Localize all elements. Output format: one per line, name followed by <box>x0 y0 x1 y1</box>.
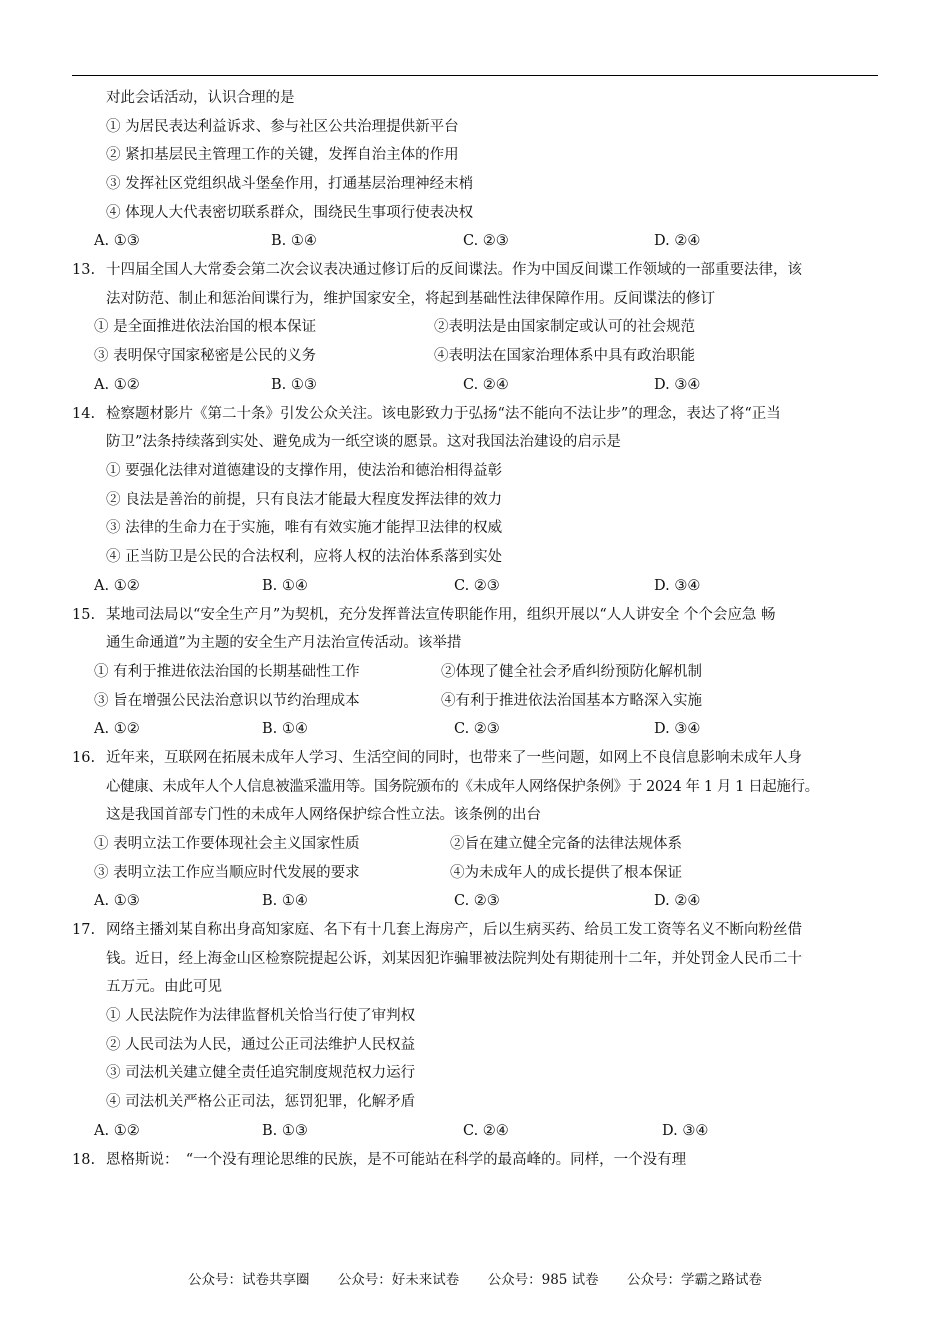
q12-statement-3: ③ 发挥社区党组织战斗堡垒作用，打通基层治理神经末梢 <box>106 176 474 192</box>
q13-statement-2: ②表明法是由国家制定或认可的社会规范 <box>434 319 695 335</box>
q15-statement-2: ②体现了健全社会矛盾纠纷预防化解机制 <box>441 664 702 680</box>
q14-choice-c: C. ②③ <box>454 578 500 594</box>
q17-stem-line-1: 网络主播刘某自称出身高知家庭、名下有十几套上海房产，后以生病买药、给员工发工资等名义不断向粉丝借 <box>106 922 802 938</box>
q17-choice-c: C. ②④ <box>463 1123 509 1139</box>
q12-statement-4: ④ 体现人大代表密切联系群众，围绕民生事项行使表决权 <box>106 205 474 221</box>
header-rule <box>72 75 878 76</box>
q16-choice-d: D. ②④ <box>654 893 701 909</box>
q15-choice-a: A. ①② <box>94 721 140 737</box>
q16-statement-2: ②旨在建立健全完备的法律法规体系 <box>450 836 682 852</box>
q13-stem-line-1: 十四届全国人大常委会第二次会议表决通过修订后的反间谍法。作为中国反间谍工作领域的一部重要法律，该 <box>106 262 802 278</box>
q15-stem-line-1: 某地司法局以“安全生产月”为契机，充分发挥普法宣传职能作用，组织开展以“人人讲安全 个个会应急 畅 <box>106 607 776 623</box>
q18-stem-line-1: 恩格斯说： “一个没有理论思维的民族，是不可能站在科学的最高峰的。同样，一个没有理 <box>106 1152 687 1168</box>
q14-stem-line-1: 检察题材影片《第二十条》引发公众关注。该电影致力于弘扬“法不能向不法让步”的理念，表达了将“正当 <box>106 406 781 422</box>
q16-statement-1: ① 表明立法工作要体现社会主义国家性质 <box>94 836 360 852</box>
q16-choice-c: C. ②③ <box>454 893 500 909</box>
footer-source-1: 公众号：试卷共享圈 <box>188 1272 310 1288</box>
q13-choice-a: A. ①② <box>94 377 140 393</box>
q15-statement-4: ④有利于推进依法治国基本方略深入实施 <box>441 693 702 709</box>
q14-choice-a: A. ①② <box>94 578 140 594</box>
q13-statement-4: ④表明法在国家治理体系中具有政治职能 <box>434 348 695 364</box>
q18-number: 18. <box>72 1152 96 1168</box>
q14-statement-2: ② 良法是善治的前提，只有良法才能最大程度发挥法律的效力 <box>106 492 503 508</box>
q12-statement-2: ② 紧扣基层民主管理工作的关键，发挥自治主体的作用 <box>106 147 459 163</box>
q12-choice-a: A. ①③ <box>94 233 140 249</box>
q14-stem-line-2: 防卫”法条持续落到实处、避免成为一纸空谈的愿景。这对我国法治建设的启示是 <box>106 434 621 450</box>
q14-choice-b: B. ①④ <box>262 578 308 594</box>
q17-statement-1: ① 人民法院作为法律监督机关恰当行使了审判权 <box>106 1008 416 1024</box>
q15-statement-3: ③ 旨在增强公民法治意识以节约治理成本 <box>94 693 360 709</box>
q14-choice-d: D. ③④ <box>654 578 701 594</box>
q17-number: 17. <box>72 922 96 938</box>
q13-choice-d: D. ③④ <box>654 377 701 393</box>
footer-source-4: 公众号：学霸之路试卷 <box>626 1272 762 1288</box>
q15-statement-1: ① 有利于推进依法治国的长期基础性工作 <box>94 664 360 680</box>
q17-choice-b: B. ①③ <box>262 1123 308 1139</box>
q12-stem-tail: 对此会话活动，认识合理的是 <box>106 90 295 106</box>
q13-statement-1: ① 是全面推进依法治国的根本保证 <box>94 319 317 335</box>
q13-choice-b: B. ①③ <box>271 377 317 393</box>
q12-choice-c: C. ②③ <box>463 233 509 249</box>
footer-source-3: 公众号：985 试卷 <box>487 1272 599 1288</box>
q16-statement-3: ③ 表明立法工作应当顺应时代发展的要求 <box>94 865 360 881</box>
q17-choice-d: D. ③④ <box>662 1123 709 1139</box>
q12-choice-d: D. ②④ <box>654 233 701 249</box>
q16-stem-line-2: 心健康、未成年人个人信息被滥采滥用等。国务院颁布的《未成年人网络保护条例》于 2024 年 1 月 1 日起施行。 <box>106 779 819 795</box>
q17-statement-3: ③ 司法机关建立健全责任追究制度规范权力运行 <box>106 1065 416 1081</box>
q17-stem-line-3: 五万元。由此可见 <box>106 979 222 995</box>
q15-choice-b: B. ①④ <box>262 721 308 737</box>
q17-statement-4: ④ 司法机关严格公正司法，惩罚犯罪，化解矛盾 <box>106 1094 416 1110</box>
q14-number: 14. <box>72 406 96 422</box>
page-footer <box>0 1268 950 1288</box>
q16-statement-4: ④为未成年人的成长提供了根本保证 <box>450 865 682 881</box>
q12-statement-1: ① 为居民表达利益诉求、参与社区公共治理提供新平台 <box>106 119 459 135</box>
q14-statement-4: ④ 正当防卫是公民的合法权利，应将人权的法治体系落到实处 <box>106 549 503 565</box>
q16-choice-a: A. ①③ <box>94 893 140 909</box>
q14-statement-3: ③ 法律的生命力在于实施，唯有有效实施才能捍卫法律的权威 <box>106 520 503 536</box>
q15-stem-line-2: 通生命通道”为主题的安全生产月法治宣传活动。该举措 <box>106 635 462 651</box>
q15-choice-c: C. ②③ <box>454 721 500 737</box>
q14-statement-1: ① 要强化法律对道德建设的支撑作用，使法治和德治相得益彰 <box>106 463 503 479</box>
q17-stem-line-2: 钱。近日，经上海金山区检察院提起公诉，刘某因犯诈骗罪被法院判处有期徒刑十二年，并处罚金人民币二十 <box>106 951 802 967</box>
footer-source-2: 公众号：好未来试卷 <box>337 1272 460 1288</box>
q13-stem-line-2: 法对防范、制止和惩治间谍行为，维护国家安全，将起到基础性法律保障作用。反间谍法的修订 <box>106 291 715 307</box>
q15-choice-d: D. ③④ <box>654 721 701 737</box>
q17-statement-2: ② 人民司法为人民，通过公正司法维护人民权益 <box>106 1037 416 1053</box>
q17-choice-a: A. ①② <box>94 1123 140 1139</box>
q12-choice-b: B. ①④ <box>271 233 317 249</box>
q16-stem-line-3: 这是我国首部专门性的未成年人网络保护综合性立法。该条例的出台 <box>106 807 541 823</box>
q16-number: 16. <box>72 750 96 766</box>
q13-statement-3: ③ 表明保守国家秘密是公民的义务 <box>94 348 317 364</box>
q16-choice-b: B. ①④ <box>262 893 308 909</box>
q13-number: 13. <box>72 262 96 278</box>
q15-number: 15. <box>72 607 96 623</box>
q13-choice-c: C. ②④ <box>463 377 509 393</box>
q16-stem-line-1: 近年来，互联网在拓展未成年人学习、生活空间的同时，也带来了一些问题，如网上不良信息影响未成年人身 <box>106 750 802 766</box>
